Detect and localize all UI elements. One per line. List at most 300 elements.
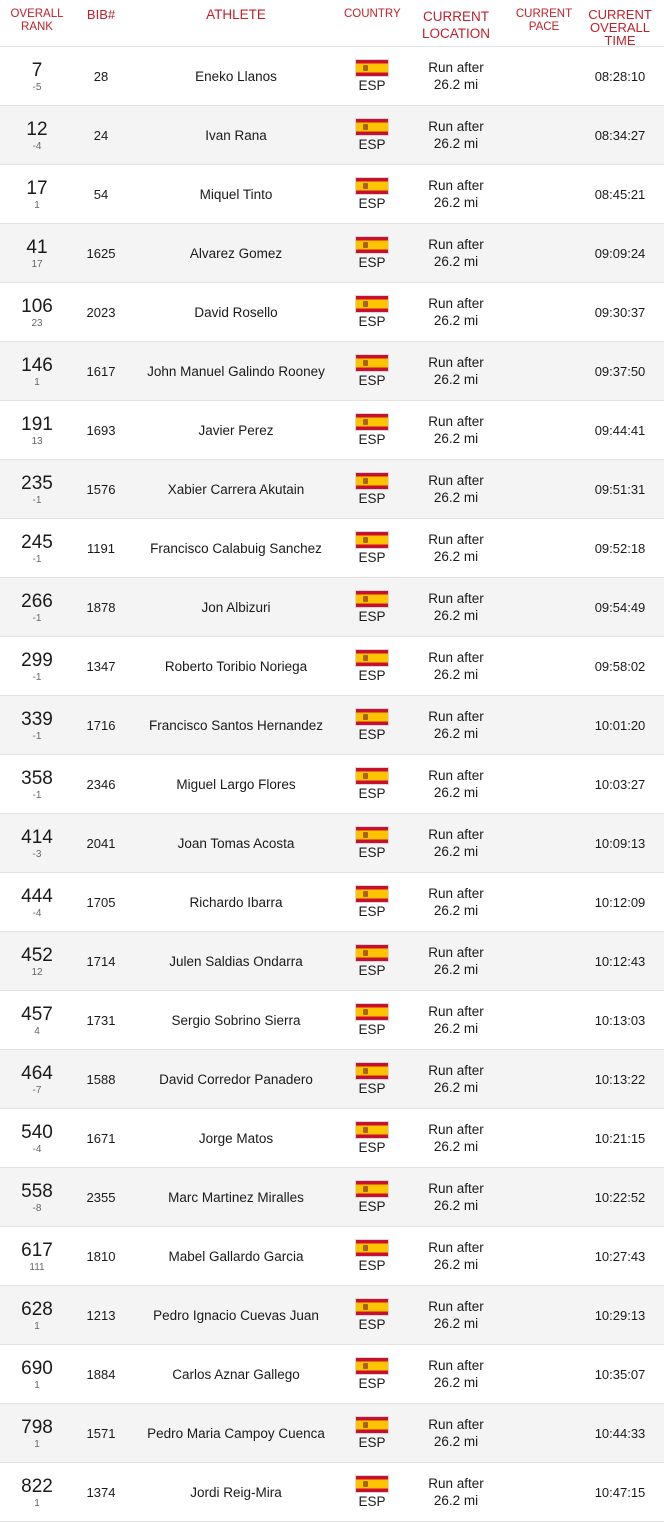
athlete-name[interactable]: Alvarez Gomez [189, 245, 283, 261]
current-location [400, 944, 512, 978]
rank-change: -1 [32, 730, 42, 742]
current-location [400, 354, 512, 388]
current-location [400, 767, 512, 801]
location-line-1: Run after [428, 1063, 484, 1078]
country-cell [344, 1416, 400, 1450]
athlete-name[interactable]: David Corredor Panadero [159, 1071, 313, 1087]
country-code: ESP [358, 137, 386, 152]
overall-rank: 558 [21, 1180, 53, 1202]
bib-number: 1716 [86, 717, 116, 733]
spain-flag-icon [355, 767, 389, 785]
location-line-2: 26.2 mi [433, 726, 479, 741]
location-line-2: 26.2 mi [433, 195, 479, 210]
header-athlete[interactable]: ATHLETE [206, 7, 266, 22]
rank-cell [0, 709, 74, 742]
rank-change: -4 [32, 140, 42, 152]
spain-flag-icon [355, 118, 389, 136]
location-line-1: Run after [428, 768, 484, 783]
country-code: ESP [358, 1494, 386, 1509]
bib-number: 1731 [86, 1012, 116, 1028]
location-line-1: Run after [428, 886, 484, 901]
country-cell [344, 413, 400, 447]
spain-flag-icon [355, 531, 389, 549]
overall-time: 10:29:13 [594, 1307, 646, 1323]
overall-time: 08:28:10 [594, 68, 646, 84]
location-line-1: Run after [428, 709, 484, 724]
country-cell [344, 1003, 400, 1037]
table-row[interactable] [0, 283, 664, 342]
bib-number: 1625 [86, 245, 116, 261]
location-line-2: 26.2 mi [433, 608, 479, 623]
header-bib[interactable]: BIB# [86, 7, 116, 22]
country-code: ESP [358, 196, 386, 211]
overall-time: 09:51:31 [594, 481, 646, 497]
rank-change: 1 [34, 1497, 40, 1509]
athlete-name[interactable]: Jordi Reig-Mira [190, 1484, 282, 1500]
current-location [400, 1475, 512, 1509]
bib-number: 1884 [86, 1366, 116, 1382]
current-location [400, 472, 512, 506]
country-cell [344, 1298, 400, 1332]
rank-cell [0, 1299, 74, 1332]
rank-cell [0, 1476, 74, 1509]
overall-time: 09:44:41 [594, 422, 646, 438]
table-row[interactable] [0, 1227, 664, 1286]
country-cell [344, 1180, 400, 1214]
overall-rank: 690 [21, 1357, 53, 1379]
location-line-2: 26.2 mi [433, 1021, 479, 1036]
spain-flag-icon [355, 1239, 389, 1257]
rank-change: 17 [31, 258, 43, 270]
location-line-1: Run after [428, 414, 484, 429]
bib-number: 2023 [86, 304, 116, 320]
overall-rank: 41 [26, 236, 48, 258]
overall-time: 09:54:49 [594, 599, 646, 615]
country-code: ESP [358, 786, 386, 801]
spain-flag-icon [355, 472, 389, 490]
country-code: ESP [358, 668, 386, 683]
spain-flag-icon [355, 826, 389, 844]
overall-rank: 7 [31, 59, 43, 81]
location-line-1: Run after [428, 1122, 484, 1137]
rank-change: -1 [32, 494, 42, 506]
rank-cell [0, 1240, 74, 1273]
table-row[interactable] [0, 165, 664, 224]
overall-time: 10:12:43 [594, 953, 646, 969]
bib-number: 2355 [86, 1189, 116, 1205]
location-line-2: 26.2 mi [433, 313, 479, 328]
country-cell [344, 885, 400, 919]
current-location [400, 649, 512, 683]
rank-change: 111 [29, 1261, 45, 1273]
current-location [400, 59, 512, 93]
country-code: ESP [358, 373, 386, 388]
bib-number: 2041 [86, 835, 116, 851]
country-cell [344, 1239, 400, 1273]
rank-cell [0, 532, 74, 565]
country-code: ESP [358, 1258, 386, 1273]
overall-rank: 822 [21, 1475, 53, 1497]
overall-time: 10:44:33 [594, 1425, 646, 1441]
current-location [400, 1121, 512, 1155]
rank-cell [0, 296, 74, 329]
location-line-1: Run after [428, 532, 484, 547]
country-code: ESP [358, 1376, 386, 1391]
overall-rank: 299 [21, 649, 53, 671]
rank-change: 1 [34, 376, 40, 388]
athlete-name[interactable]: Miguel Largo Flores [176, 776, 296, 792]
athlete-name[interactable]: Pedro Maria Campoy Cuenca [147, 1425, 325, 1441]
location-line-2: 26.2 mi [433, 490, 479, 505]
overall-rank: 191 [21, 413, 53, 435]
overall-rank: 146 [21, 354, 53, 376]
overall-time: 10:13:22 [594, 1071, 646, 1087]
spain-flag-icon [355, 1121, 389, 1139]
overall-rank: 245 [21, 531, 53, 553]
bib-number: 1878 [86, 599, 116, 615]
table-row[interactable] [0, 991, 664, 1050]
overall-time: 09:09:24 [594, 245, 646, 261]
table-body [0, 47, 664, 1522]
overall-rank: 617 [21, 1239, 53, 1261]
spain-flag-icon [355, 295, 389, 313]
location-line-1: Run after [428, 945, 484, 960]
country-code: ESP [358, 1140, 386, 1155]
location-line-1: Run after [428, 237, 484, 252]
current-location [400, 531, 512, 565]
spain-flag-icon [355, 944, 389, 962]
table-row[interactable] [0, 578, 664, 637]
country-cell [344, 826, 400, 860]
overall-time: 10:01:20 [594, 717, 646, 733]
table-row[interactable] [0, 1168, 664, 1227]
rank-cell [0, 473, 74, 506]
table-row[interactable] [0, 1109, 664, 1168]
table-row[interactable] [0, 47, 664, 106]
overall-time: 10:09:13 [594, 835, 646, 851]
overall-time: 10:03:27 [594, 776, 646, 792]
country-code: ESP [358, 1317, 386, 1332]
athlete-name[interactable]: Javier Perez [198, 422, 274, 438]
spain-flag-icon [355, 1475, 389, 1493]
rank-cell [0, 1004, 74, 1037]
table-row[interactable] [0, 814, 664, 873]
location-line-1: Run after [428, 1476, 484, 1491]
rank-change: 1 [34, 1379, 40, 1391]
header-current-overall-time[interactable]: CURRENT OVERALL TIME [588, 7, 652, 48]
table-row[interactable] [0, 1404, 664, 1463]
overall-rank: 235 [21, 472, 53, 494]
overall-rank: 464 [21, 1062, 53, 1084]
overall-time: 10:27:43 [594, 1248, 646, 1264]
overall-time: 10:12:09 [594, 894, 646, 910]
rank-cell [0, 1358, 74, 1391]
location-line-1: Run after [428, 1358, 484, 1373]
spain-flag-icon [355, 1180, 389, 1198]
header-current-location[interactable]: CURRENT LOCATION [421, 9, 490, 41]
bib-number: 1374 [86, 1484, 116, 1500]
table-header [0, 0, 664, 47]
current-location [400, 236, 512, 270]
overall-rank: 12 [26, 118, 48, 140]
location-line-2: 26.2 mi [433, 1434, 479, 1449]
current-location [400, 1416, 512, 1450]
header-current-pace[interactable]: CURRENT PACE [515, 8, 573, 33]
current-location [400, 1298, 512, 1332]
bib-number: 28 [93, 68, 109, 84]
spain-flag-icon [355, 1003, 389, 1021]
rank-cell [0, 237, 74, 270]
rank-cell [0, 945, 74, 978]
country-cell [344, 177, 400, 211]
location-line-2: 26.2 mi [433, 844, 479, 859]
location-line-2: 26.2 mi [433, 667, 479, 682]
location-line-1: Run after [428, 1181, 484, 1196]
location-line-1: Run after [428, 296, 484, 311]
country-cell [344, 767, 400, 801]
rank-change: -1 [32, 612, 42, 624]
rank-cell [0, 355, 74, 388]
spain-flag-icon [355, 1062, 389, 1080]
current-location [400, 708, 512, 742]
location-line-2: 26.2 mi [433, 1257, 479, 1272]
rank-cell [0, 591, 74, 624]
rank-cell [0, 827, 74, 860]
location-line-2: 26.2 mi [433, 1493, 479, 1508]
rank-cell [0, 119, 74, 152]
overall-rank: 457 [21, 1003, 53, 1025]
spain-flag-icon [355, 59, 389, 77]
bib-number: 2346 [86, 776, 116, 792]
overall-time: 09:52:18 [594, 540, 646, 556]
athlete-name[interactable]: John Manuel Galindo Rooney [147, 363, 325, 379]
country-cell [344, 354, 400, 388]
location-line-2: 26.2 mi [433, 1198, 479, 1213]
country-code: ESP [358, 255, 386, 270]
overall-rank: 17 [26, 177, 48, 199]
current-location [400, 1357, 512, 1391]
country-cell [344, 708, 400, 742]
rank-cell [0, 1122, 74, 1155]
bib-number: 54 [93, 186, 109, 202]
table-row[interactable] [0, 106, 664, 165]
current-location [400, 413, 512, 447]
country-code: ESP [358, 432, 386, 447]
rank-change: 12 [31, 966, 43, 978]
country-code: ESP [358, 78, 386, 93]
current-location [400, 118, 512, 152]
country-cell [344, 649, 400, 683]
country-cell [344, 590, 400, 624]
table-row[interactable] [0, 696, 664, 755]
spain-flag-icon [355, 177, 389, 195]
athlete-name[interactable]: Xabier Carrera Akutain [167, 481, 305, 497]
country-cell [344, 295, 400, 329]
current-location [400, 295, 512, 329]
athlete-name[interactable]: Jorge Matos [198, 1130, 274, 1146]
location-line-2: 26.2 mi [433, 372, 479, 387]
spain-flag-icon [355, 649, 389, 667]
country-cell [344, 118, 400, 152]
athlete-name[interactable]: Jon Albizuri [201, 599, 271, 615]
bib-number: 1191 [87, 540, 115, 556]
rank-cell [0, 1063, 74, 1096]
location-line-1: Run after [428, 60, 484, 75]
table-row[interactable] [0, 519, 664, 578]
athlete-name[interactable]: Pedro Ignacio Cuevas Juan [153, 1307, 319, 1323]
spain-flag-icon [355, 236, 389, 254]
athlete-name[interactable]: David Rosello [194, 304, 278, 320]
country-cell [344, 59, 400, 93]
country-code: ESP [358, 1022, 386, 1037]
rank-change: -1 [32, 553, 42, 565]
table-row[interactable] [0, 224, 664, 283]
athlete-name[interactable]: Ivan Rana [205, 127, 267, 143]
overall-rank: 798 [21, 1416, 53, 1438]
rank-cell [0, 1417, 74, 1450]
location-line-2: 26.2 mi [433, 903, 479, 918]
athlete-name[interactable]: Francisco Santos Hernandez [148, 717, 324, 733]
rank-cell [0, 1181, 74, 1214]
athlete-name[interactable]: Eneko Llanos [195, 68, 277, 84]
athlete-name[interactable]: Francisco Calabuig Sanchez [150, 540, 322, 556]
country-code: ESP [358, 491, 386, 506]
location-line-2: 26.2 mi [433, 1080, 479, 1095]
country-code: ESP [358, 609, 386, 624]
location-line-2: 26.2 mi [433, 136, 479, 151]
country-cell [344, 236, 400, 270]
country-code: ESP [358, 845, 386, 860]
athlete-name[interactable]: Roberto Toribio Noriega [164, 658, 308, 674]
rank-change: -5 [32, 81, 42, 93]
location-line-1: Run after [428, 178, 484, 193]
country-cell [344, 944, 400, 978]
country-code: ESP [358, 1435, 386, 1450]
spain-flag-icon [355, 354, 389, 372]
athlete-name[interactable]: Mabel Gallardo Garcia [168, 1248, 304, 1264]
rank-change: -8 [32, 1202, 42, 1214]
country-code: ESP [358, 727, 386, 742]
rank-change: -3 [32, 848, 42, 860]
location-line-1: Run after [428, 650, 484, 665]
overall-rank: 266 [21, 590, 53, 612]
location-line-1: Run after [428, 473, 484, 488]
header-country[interactable]: COUNTRY [344, 8, 401, 20]
table-row[interactable] [0, 342, 664, 401]
location-line-1: Run after [428, 119, 484, 134]
overall-time: 09:58:02 [594, 658, 646, 674]
country-cell [344, 1121, 400, 1155]
country-code: ESP [358, 1081, 386, 1096]
rank-cell [0, 650, 74, 683]
spain-flag-icon [355, 708, 389, 726]
athlete-name[interactable]: Julen Saldias Ondarra [169, 953, 303, 969]
overall-time: 10:47:15 [594, 1484, 646, 1500]
rank-cell [0, 178, 74, 211]
country-code: ESP [358, 314, 386, 329]
rank-change: -4 [32, 907, 42, 919]
spain-flag-icon [355, 1416, 389, 1434]
rank-change: -4 [32, 1143, 42, 1155]
table-row[interactable] [0, 755, 664, 814]
overall-time: 09:37:50 [594, 363, 646, 379]
athlete-name[interactable]: Marc Martinez Miralles [168, 1189, 304, 1205]
spain-flag-icon [355, 590, 389, 608]
athlete-name[interactable]: Joan Tomas Acosta [177, 835, 295, 851]
table-row[interactable] [0, 460, 664, 519]
current-location [400, 590, 512, 624]
bib-number: 24 [93, 127, 109, 143]
country-cell [344, 1475, 400, 1509]
overall-rank: 452 [21, 944, 53, 966]
athlete-name[interactable]: Sergio Sobrino Sierra [171, 1012, 301, 1028]
spain-flag-icon [355, 885, 389, 903]
current-location [400, 885, 512, 919]
bib-number: 1671 [86, 1130, 116, 1146]
rank-cell [0, 768, 74, 801]
bib-number: 1576 [86, 481, 116, 497]
rank-change: 4 [34, 1025, 40, 1037]
bib-number: 1213 [86, 1307, 116, 1323]
current-location [400, 826, 512, 860]
table-row[interactable] [0, 1050, 664, 1109]
location-line-2: 26.2 mi [433, 549, 479, 564]
country-cell [344, 1357, 400, 1391]
overall-rank: 540 [21, 1121, 53, 1143]
bib-number: 1693 [86, 422, 116, 438]
bib-number: 1588 [86, 1071, 116, 1087]
overall-time: 08:34:27 [594, 127, 646, 143]
overall-time: 10:22:52 [594, 1189, 646, 1205]
table-row[interactable] [0, 637, 664, 696]
rank-change: 1 [34, 1320, 40, 1332]
location-line-2: 26.2 mi [433, 1316, 479, 1331]
rank-cell [0, 886, 74, 919]
overall-time: 09:30:37 [594, 304, 646, 320]
location-line-1: Run after [428, 1299, 484, 1314]
rank-change: -1 [32, 671, 42, 683]
athlete-name[interactable]: Miquel Tinto [199, 186, 273, 202]
overall-rank: 444 [21, 885, 53, 907]
location-line-2: 26.2 mi [433, 431, 479, 446]
overall-rank: 628 [21, 1298, 53, 1320]
overall-rank: 414 [21, 826, 53, 848]
bib-number: 1571 [86, 1425, 116, 1441]
overall-time: 10:35:07 [594, 1366, 646, 1382]
table-row[interactable] [0, 1463, 664, 1522]
table-row[interactable] [0, 401, 664, 460]
country-code: ESP [358, 1199, 386, 1214]
spain-flag-icon [355, 1298, 389, 1316]
rank-change: -1 [32, 789, 42, 801]
table-row[interactable] [0, 932, 664, 991]
location-line-1: Run after [428, 1417, 484, 1432]
location-line-2: 26.2 mi [433, 1139, 479, 1154]
athlete-name[interactable]: Carlos Aznar Gallego [172, 1366, 300, 1382]
header-overall-rank[interactable]: OVERALL RANK [10, 8, 64, 33]
location-line-1: Run after [428, 591, 484, 606]
overall-time: 08:45:21 [594, 186, 646, 202]
location-line-2: 26.2 mi [433, 962, 479, 977]
bib-number: 1617 [86, 363, 116, 379]
table-row[interactable] [0, 873, 664, 932]
table-row[interactable] [0, 1286, 664, 1345]
location-line-1: Run after [428, 1240, 484, 1255]
rank-cell [0, 414, 74, 447]
country-code: ESP [358, 904, 386, 919]
table-row[interactable] [0, 1345, 664, 1404]
athlete-name[interactable]: Richardo Ibarra [189, 894, 283, 910]
